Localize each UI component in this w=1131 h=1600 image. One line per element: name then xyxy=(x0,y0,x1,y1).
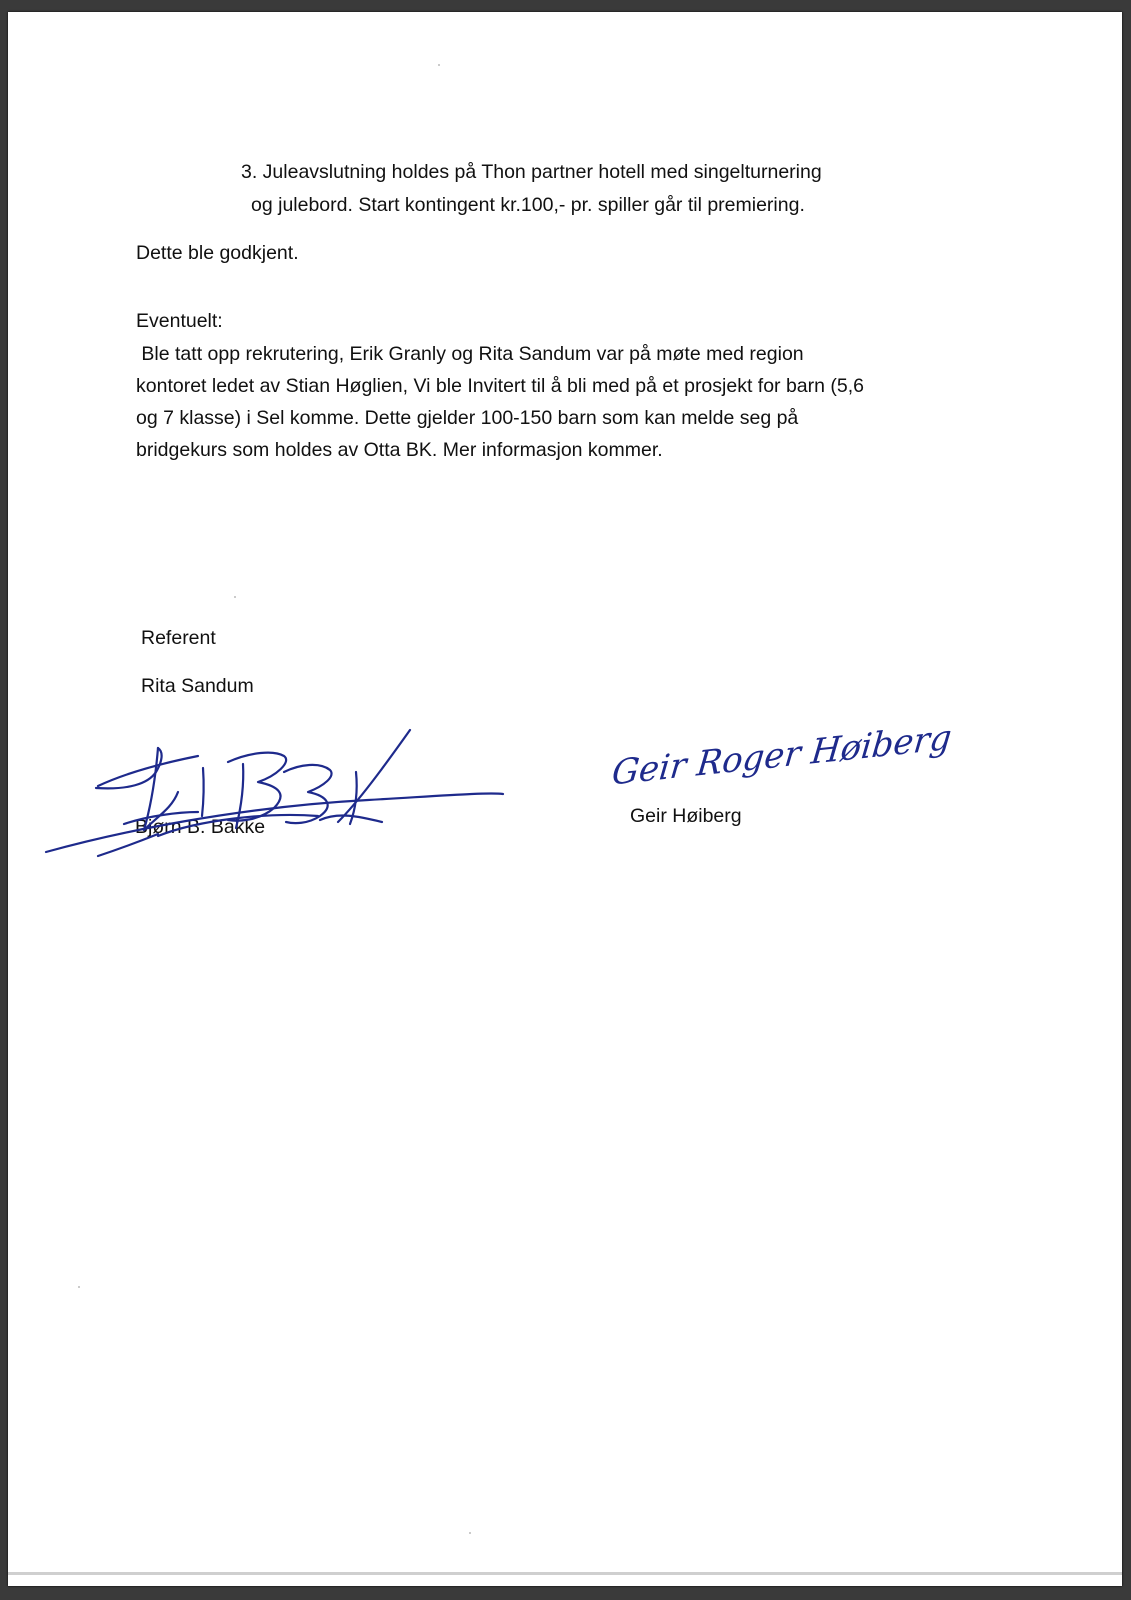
right-handwritten-signature xyxy=(608,717,954,797)
scan-speck xyxy=(438,64,440,66)
left-signatory-name: Bjørn B. Bakke xyxy=(135,816,266,838)
scan-speck xyxy=(469,1532,471,1534)
scan-speck xyxy=(78,1286,80,1288)
misc-line: og 7 klasse) i Sel komme. Dette gjelder 100-150 barn som kan melde seg på xyxy=(136,407,799,429)
referent-label: Referent xyxy=(141,627,216,649)
scan-speck xyxy=(234,596,236,598)
item-3-line-1: 3. Juleavslutning holdes på Thon partner hotell med singelturnering xyxy=(241,161,822,183)
page-bottom-edge xyxy=(8,1572,1122,1575)
item-3-line-2: og julebord. Start kontingent kr.100,- pr. spiller går til premiering. xyxy=(251,194,805,216)
approval-text: Dette ble godkjent. xyxy=(136,242,299,264)
misc-line: kontoret ledet av Stian Høglien, Vi ble Invitert til å bli med på et prosjekt for barn (5,6 xyxy=(136,375,865,397)
misc-line: Ble tatt opp rekrutering, Erik Granly og Rita Sandum var på møte med region xyxy=(136,343,804,365)
right-signatory-name: Geir Høiberg xyxy=(630,805,742,827)
document-page xyxy=(8,12,1122,1586)
left-handwritten-signature xyxy=(38,712,518,862)
misc-heading: Eventuelt: xyxy=(136,310,223,332)
right-signature-text: Geir Roger Høiberg xyxy=(610,717,954,794)
referent-name: Rita Sandum xyxy=(141,675,254,697)
misc-line: bridgekurs som holdes av Otta BK. Mer informasjon kommer. xyxy=(136,439,663,461)
